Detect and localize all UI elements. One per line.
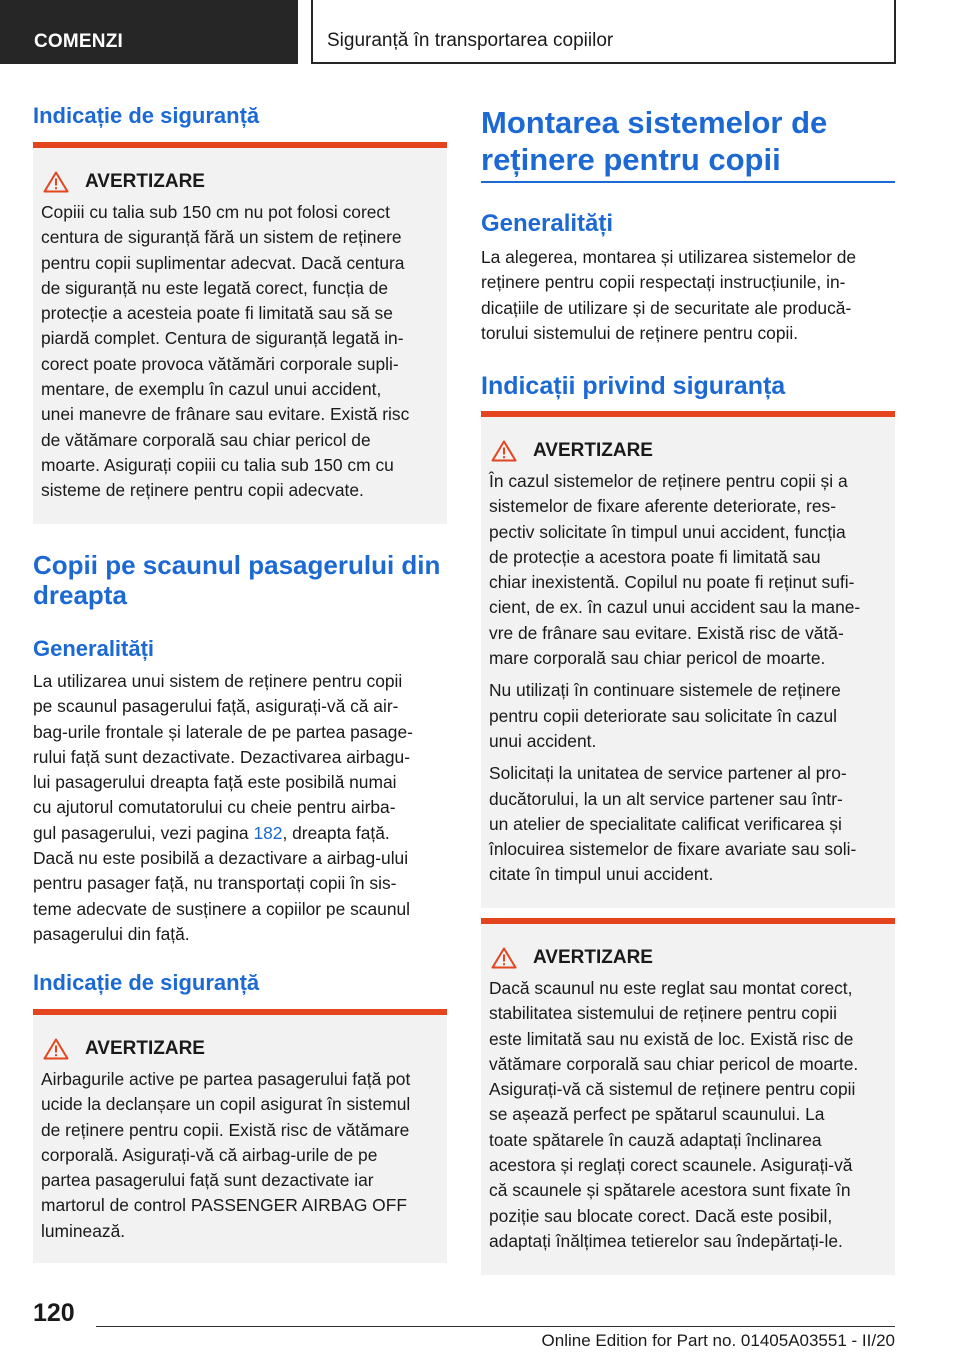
warning-box-2 bbox=[33, 1009, 447, 1263]
text-line: adaptați înălțimea tetierelor sau îndepărtați-le. bbox=[489, 1230, 843, 1251]
text-line: La alegerea, montarea și utilizarea sistemelor de bbox=[481, 247, 857, 267]
text-line: protecție a acesteia poate fi limitată sau să se bbox=[41, 303, 393, 324]
text-line: cu ajutorul comutatorului cu cheie pentru airba- bbox=[33, 797, 396, 818]
general-paragraph-right bbox=[481, 245, 901, 346]
text-line: teme adecvate de susținere a copiilor pe scaunul bbox=[33, 898, 411, 919]
section-tab: COMENZI bbox=[0, 0, 298, 64]
heading-general-right: Generalități bbox=[481, 210, 614, 237]
text-line: cient, de ex. în cazul unui accident sau la mane- bbox=[489, 597, 861, 618]
text-line: de siguranță nu este legată corect, funcția de bbox=[41, 277, 389, 298]
warning-title: AVERTIZARE bbox=[41, 170, 437, 194]
text-line: mentare, de exemplu în cazul unui accident, bbox=[41, 379, 382, 400]
text-line: moarte. Asigurați copiii cu talia sub 150 cm cu bbox=[41, 454, 394, 475]
heading-underline bbox=[481, 181, 895, 183]
text-line: înlocuirea sistemelor de fixare avariate sau soli- bbox=[489, 839, 857, 860]
text-line: luminează. bbox=[41, 1220, 126, 1241]
text-line: pectiv solicitate în timpul unui accident, funcția bbox=[489, 521, 846, 542]
text-line: de reținere pentru copii. Există risc de vătămare bbox=[41, 1119, 410, 1140]
text-line: pentru copii suplimentar adecvat. Dacă centura bbox=[41, 252, 405, 273]
text-line: Dacă scaunul nu este reglat sau montat corect, bbox=[489, 978, 853, 998]
text-line: de vătămare corporală sau chiar pericol de bbox=[41, 429, 371, 450]
page-reference-link[interactable]: 182 bbox=[253, 822, 283, 843]
text-line: pasagerului din față. bbox=[33, 923, 190, 944]
text-line: reținere pentru copii respectați instrucțiunile, in- bbox=[481, 272, 846, 293]
text-line: rului față sunt dezactivate. Dezactivarea airbagu- bbox=[33, 746, 410, 767]
warning-text bbox=[489, 469, 885, 671]
text-line: La utilizarea unui sistem de reținere pentru copii bbox=[33, 671, 403, 691]
warning-triangle-icon bbox=[43, 1038, 69, 1060]
text-line: centura de siguranță fără un sistem de reținere bbox=[41, 227, 402, 248]
warning-triangle-icon bbox=[43, 171, 69, 193]
page-number: 120 bbox=[33, 1299, 75, 1327]
warning-text bbox=[41, 1067, 437, 1244]
warning-text bbox=[489, 976, 885, 1254]
text-line: martorul de control PASSENGER AIRBAG OFF bbox=[41, 1195, 407, 1216]
text-line: Solicitați la unitatea de service partener al pro- bbox=[489, 763, 847, 784]
edition-footer: Online Edition for Part no. 01405A03551 - II/20 bbox=[541, 1331, 895, 1350]
text-line: că scaunele și spătarele acestora sunt fixate în bbox=[489, 1180, 851, 1201]
text-line: Dacă nu este posibilă a dezactivare a airbag-ului bbox=[33, 848, 409, 869]
warning-title: AVERTIZARE bbox=[41, 1037, 437, 1061]
text-line: pentru copii deteriorate sau solicitate în cazul bbox=[489, 705, 838, 726]
text-line: unei manevre de frânare sau evitare. Există risc bbox=[41, 404, 410, 425]
text-line: chiar inexistentă. Copilul nu poate fi reținut sufi- bbox=[489, 572, 855, 593]
text-line: toate spătarele în cauză adaptați înclinarea bbox=[489, 1129, 822, 1150]
heading-safety-note-1: Indicație de siguranță bbox=[33, 103, 260, 128]
main-heading: Montarea sistemelor de reținere pentru copii bbox=[481, 105, 828, 177]
text-line: bag-urile frontale și laterale de pe partea pasage- bbox=[33, 721, 413, 742]
text-line: În cazul sistemelor de reținere pentru copii și a bbox=[489, 471, 848, 491]
text-line: ducătorului, la un alt service partener sau într- bbox=[489, 788, 843, 809]
warning-text bbox=[41, 200, 437, 504]
text-line: Copiii cu talia sub 150 cm nu pot folosi corect bbox=[41, 202, 390, 222]
text-line: piardă complet. Centura de siguranță legată in- bbox=[41, 328, 404, 349]
text-line: este limitată sau nu există de loc. Există risc de bbox=[489, 1028, 854, 1049]
text-line: un atelier de specialitate calificat verificarea și bbox=[489, 813, 842, 834]
text-line: pentru pasager față, nu transportați copii în sis- bbox=[33, 873, 397, 894]
warning-text bbox=[489, 678, 885, 754]
warning-title: AVERTIZARE bbox=[489, 946, 885, 970]
text-line: corect poate provoca vătămări corporale supli- bbox=[41, 353, 399, 374]
text-line: citate în timpul unui accident. bbox=[489, 864, 714, 885]
text-line: pe scaunul pasagerului față, asigurați-vă că air- bbox=[33, 696, 399, 717]
warning-box-4 bbox=[481, 918, 895, 1275]
heading-safety-note-2: Indicație de siguranță bbox=[33, 970, 260, 995]
footer-rule bbox=[96, 1326, 895, 1327]
text-line: torului sistemului de reținere pentru copii. bbox=[481, 322, 799, 343]
text-line: vre de frânare sau evitare. Există risc de vătă- bbox=[489, 622, 844, 643]
warning-triangle-icon bbox=[491, 947, 517, 969]
text-line: vătămare corporală sau chiar pericol de moarte. bbox=[489, 1053, 859, 1074]
text-line: stabilitatea sistemului de reținere pentru copii bbox=[489, 1003, 837, 1024]
text-line: Asigurați-vă că sistemul de reținere pentru copii bbox=[489, 1079, 856, 1100]
general-paragraph-left: La utilizarea unui sistem de reținere pentru copii pe scaunul pasagerului față, asigurați-vă că air- bag-urile frontale și laterale de pe partea pasage- rului față sunt dezactivate. Dezactivarea airbagu- lui pasagerului dreapta față este posibilă numai cu ajutorul comutatorului cu cheie pentru airba- gul pasagerului, vezi pagina 182, dreapta față. Dacă nu este posibilă a dezactivare a airbag-ului pentru pasager față, nu transportați copii în sis- teme adecvate de susținere a copiilor pe scaunul pasagerului din față. bbox=[33, 671, 413, 944]
warning-triangle-icon bbox=[491, 440, 517, 462]
chapter-title: Siguranță în transportarea copiilor bbox=[311, 0, 896, 64]
text-line: unui accident. bbox=[489, 730, 597, 751]
heading-general-left: Generalități bbox=[33, 636, 155, 661]
text-line: se așează perfect pe spătarul scaunului. La bbox=[489, 1104, 825, 1125]
text-line: sistemelor de fixare aferente deteriorate, res- bbox=[489, 496, 837, 517]
text-line: partea pasagerului față sunt dezactivate iar bbox=[41, 1170, 374, 1191]
heading-passenger-seat: Copii pe scaunul pasagerului din dreapta bbox=[33, 550, 441, 610]
text-line: ucide la declanșare un copil asigurat în sistemul bbox=[41, 1094, 411, 1115]
text-line: sisteme de reținere pentru copii adecvate. bbox=[41, 480, 364, 501]
text-line: Airbagurile active pe partea pasagerului față pot bbox=[41, 1069, 411, 1089]
text-line: corporală. Asigurați-vă că airbag-urile de pe bbox=[41, 1144, 378, 1165]
warning-box-1 bbox=[33, 142, 447, 524]
text-line: Nu utilizați în continuare sistemele de reținere bbox=[489, 680, 841, 701]
text-line: de protecție a acestora poate fi limitată sau bbox=[489, 546, 821, 567]
text-line: poziție sau blocate corect. Dacă este posibil, bbox=[489, 1205, 833, 1226]
text-line: dicațiile de utilizare și de securitate ale producă- bbox=[481, 297, 852, 318]
warning-box-3 bbox=[481, 411, 895, 908]
heading-safety-notes: Indicații privind siguranța bbox=[481, 372, 786, 400]
warning-title: AVERTIZARE bbox=[489, 439, 885, 463]
text-line: lui pasagerului dreapta față este posibilă numai bbox=[33, 772, 397, 793]
text-line: mare corporală sau chiar pericol de moarte. bbox=[489, 648, 826, 669]
text-line: acestora și reglați corect scaunele. Asigurați-vă bbox=[489, 1155, 853, 1176]
warning-text bbox=[489, 761, 885, 887]
